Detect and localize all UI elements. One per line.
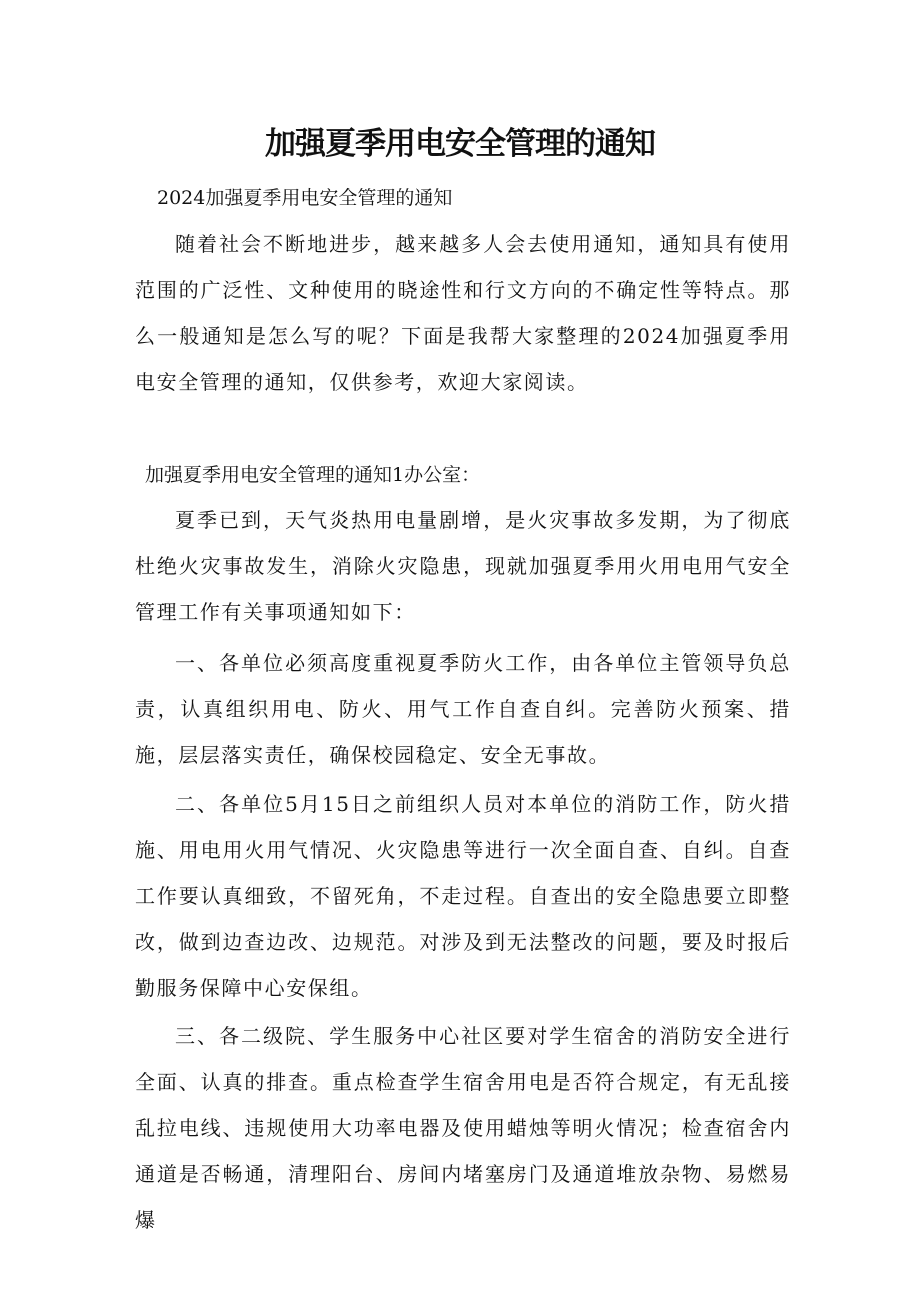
intro-paragraph: 随着社会不断地进步，越来越多人会去使用通知，通知具有使用范围的广泛性、文种使用的晓途性和行文方向的不确定性等特点。那么一般通知是怎么写的呢？下面是我帮大家整理的2024加强夏季用电安全管理的通知，仅供参考，欢迎大家阅读。: [135, 232, 791, 394]
section-heading: 加强夏季用电安全管理的通知1办公室：: [145, 464, 481, 486]
body-paragraph: 一、各单位必须高度重视夏季防火工作，由各单位主管领导负总责，认真组织用电、防火、用气工作自查自纠。完善防火预案、措施，层层落实责任，确保校园稳定、安全无事故。: [135, 651, 791, 767]
body-paragraph: 夏季已到，天气炎热用电量剧增，是火灾事故多发期，为了彻底杜绝火灾事故发生，消除火灾隐患，现就加强夏季用火用电用气安全管理工作有关事项通知如下：: [135, 508, 791, 624]
body-paragraph: 三、各二级院、学生服务中心社区要对学生宿舍的消防安全进行全面、认真的排查。重点检查学生宿舍用电是否符合规定，有无乱接乱拉电线、违规使用大功率电器及使用蜡烛等明火情况；检查宿舍内通道是否畅通，清理阳台、房间内堵塞房门及通道堆放杂物、易燃易爆: [135, 1024, 791, 1232]
document-subtitle: 2024加强夏季用电安全管理的通知: [157, 187, 453, 209]
body-paragraph: 二、各单位5月15日之前组织人员对本单位的消防工作，防火措施、用电用火用气情况、火灾隐患等进行一次全面自查、自纠。自查工作要认真细致，不留死角，不走过程。自查出的安全隐患要立即整改，做到边查边改、边规范。对涉及到无法整改的问题，要及时报后勤服务保障中心安保组。: [135, 792, 791, 1000]
document-title: 加强夏季用电安全管理的通知: [265, 126, 655, 162]
